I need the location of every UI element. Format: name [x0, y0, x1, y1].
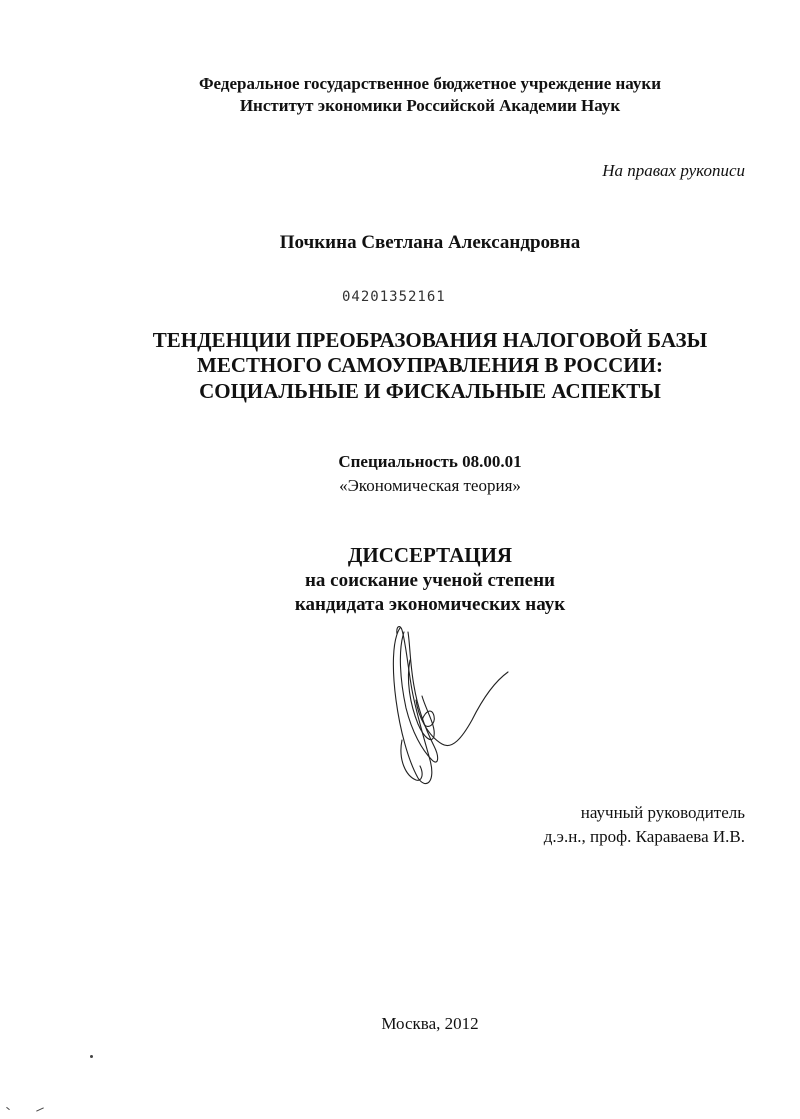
- supervisor-role: научный руководитель: [580, 803, 745, 822]
- registration-code: 04201352161: [342, 289, 446, 305]
- supervisor-name: д.э.н., проф. Караваева И.В.: [543, 827, 745, 846]
- title-line-1: ТЕНДЕНЦИИ ПРЕОБРАЗОВАНИЯ НАЛОГОВОЙ БАЗЫ: [152, 328, 708, 352]
- document-type: ДИССЕРТАЦИЯ: [347, 543, 513, 567]
- manuscript-note: На правах рукописи: [602, 161, 745, 180]
- place-year: Москва, 2012: [381, 1014, 479, 1033]
- degree-line-1: на соискание ученой степени: [304, 570, 555, 591]
- specialty-label: Специальность 08.00.01: [338, 452, 522, 471]
- degree-line-2: кандидата экономических наук: [294, 594, 566, 615]
- title-line-2: МЕСТНОГО САМОУПРАВЛЕНИЯ В РОССИИ:: [197, 353, 663, 377]
- title-line-3: СОЦИАЛЬНЫЕ И ФИСКАЛЬНЫЕ АСПЕКТЫ: [199, 379, 661, 403]
- scan-mark: [6, 1107, 10, 1110]
- handwritten-signature: [382, 620, 522, 790]
- author-name: Почкина Светлана Александровна: [279, 232, 581, 253]
- institution-line-2: Институт экономики Российской Академии Наук: [239, 96, 621, 115]
- scan-speck: [90, 1055, 93, 1058]
- specialty-name: «Экономическая теория»: [339, 476, 521, 495]
- scan-mark: [36, 1107, 44, 1111]
- institution-line-1: Федеральное государственное бюджетное учреждение науки: [198, 74, 662, 93]
